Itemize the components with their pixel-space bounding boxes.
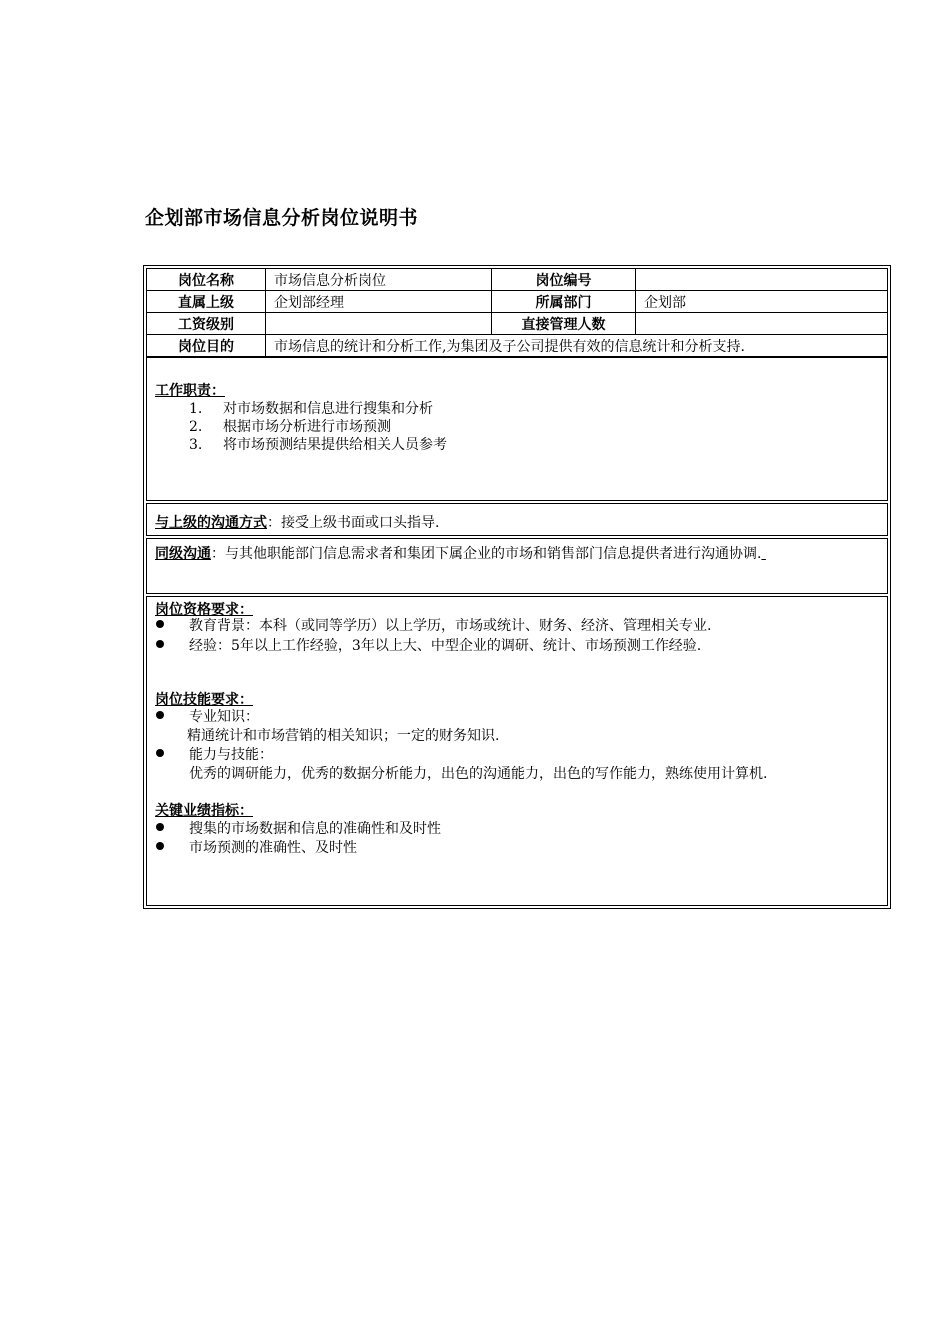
upward-text: 接受上级书面或口头指导. bbox=[281, 515, 440, 531]
job-code-label: 岗位编号 bbox=[492, 269, 636, 291]
peer-heading: 同级沟通 bbox=[155, 546, 211, 562]
table-row bbox=[147, 313, 888, 335]
upward-line: 与上级的沟通方式：接受上级书面或口头指导. bbox=[155, 515, 440, 531]
peer-communication-section bbox=[146, 538, 888, 594]
purpose-value: 市场信息的统计和分析工作,为集团及子公司提供有效的信息统计和分析支持. bbox=[266, 335, 888, 357]
qualifications-heading: 岗位资格要求 bbox=[155, 602, 239, 618]
table-row bbox=[147, 291, 888, 313]
department-value: 企划部 bbox=[636, 291, 888, 313]
bullet-icon bbox=[156, 823, 164, 831]
requirements-section bbox=[146, 596, 888, 906]
subordinates-value bbox=[636, 313, 888, 335]
bullet-icon bbox=[156, 711, 164, 719]
list-item: 2. 根据市场分析进行市场预测 bbox=[189, 419, 391, 435]
info-grid bbox=[146, 268, 888, 357]
bullet-icon bbox=[156, 749, 164, 757]
skills-heading: 岗位技能要求 bbox=[155, 692, 239, 708]
peer-text: 与其他职能部门信息需求者和集团下属企业的市场和销售部门信息提供者进行沟通协调. bbox=[225, 546, 762, 562]
job-code-value bbox=[636, 269, 888, 291]
list-item: 3. 将市场预测结果提供给相关人员参考 bbox=[189, 437, 447, 453]
table-row bbox=[147, 269, 888, 291]
upward-communication-section bbox=[146, 503, 888, 536]
job-name-label: 岗位名称 bbox=[147, 269, 266, 291]
salary-value bbox=[266, 313, 492, 335]
salary-label: 工资级别 bbox=[147, 313, 266, 335]
info-table bbox=[146, 268, 888, 357]
skills-heading-line: 岗位技能要求： bbox=[155, 692, 253, 708]
superior-value: 企划部经理 bbox=[266, 291, 492, 313]
bullet-icon bbox=[156, 620, 164, 628]
purpose-label: 岗位目的 bbox=[147, 335, 266, 357]
duties-heading: 工作职责 bbox=[155, 383, 211, 399]
ability-label: 能力与技能： bbox=[189, 747, 273, 763]
duties-heading-line: 工作职责： bbox=[155, 383, 225, 399]
job-name-value: 市场信息分析岗位 bbox=[266, 269, 492, 291]
upward-heading: 与上级的沟通方式 bbox=[155, 515, 267, 531]
bullet-icon bbox=[156, 640, 164, 648]
table-row bbox=[147, 335, 888, 357]
bullet-icon bbox=[156, 842, 164, 850]
knowledge-label: 专业知识： bbox=[189, 709, 259, 725]
ability-text: 优秀的调研能力，优秀的数据分析能力，出色的沟通能力，出色的写作能力，熟练使用计算机. bbox=[189, 766, 768, 782]
list-item: 经验：5年以上工作经验，3年以上大、中型企业的调研、统计、市场预测工作经验. bbox=[189, 638, 702, 654]
job-description-table bbox=[143, 265, 891, 909]
list-item: 市场预测的准确性、及时性 bbox=[189, 840, 357, 856]
superior-label: 直属上级 bbox=[147, 291, 266, 313]
kpi-heading-line: 关键业绩指标： bbox=[155, 803, 253, 819]
page-title: 企划部市场信息分析岗位说明书 bbox=[145, 207, 419, 229]
list-item: 教育背景：本科（或同等学历）以上学历，市场或统计、财务、经济、管理相关专业. bbox=[189, 618, 712, 634]
qualifications-heading-line: 岗位资格要求： bbox=[155, 602, 253, 618]
subordinates-label: 直接管理人数 bbox=[492, 313, 636, 335]
kpi-heading: 关键业绩指标 bbox=[155, 803, 239, 819]
department-label: 所属部门 bbox=[492, 291, 636, 313]
duties-section bbox=[146, 357, 888, 501]
knowledge-text: 精通统计和市场营销的相关知识；一定的财务知识. bbox=[187, 728, 500, 744]
list-item: 搜集的市场数据和信息的准确性和及时性 bbox=[189, 821, 441, 837]
list-item: 1. 对市场数据和信息进行搜集和分析 bbox=[189, 401, 433, 417]
peer-line: 同级沟通：与其他职能部门信息需求者和集团下属企业的市场和销售部门信息提供者进行沟通协调. bbox=[155, 546, 762, 562]
